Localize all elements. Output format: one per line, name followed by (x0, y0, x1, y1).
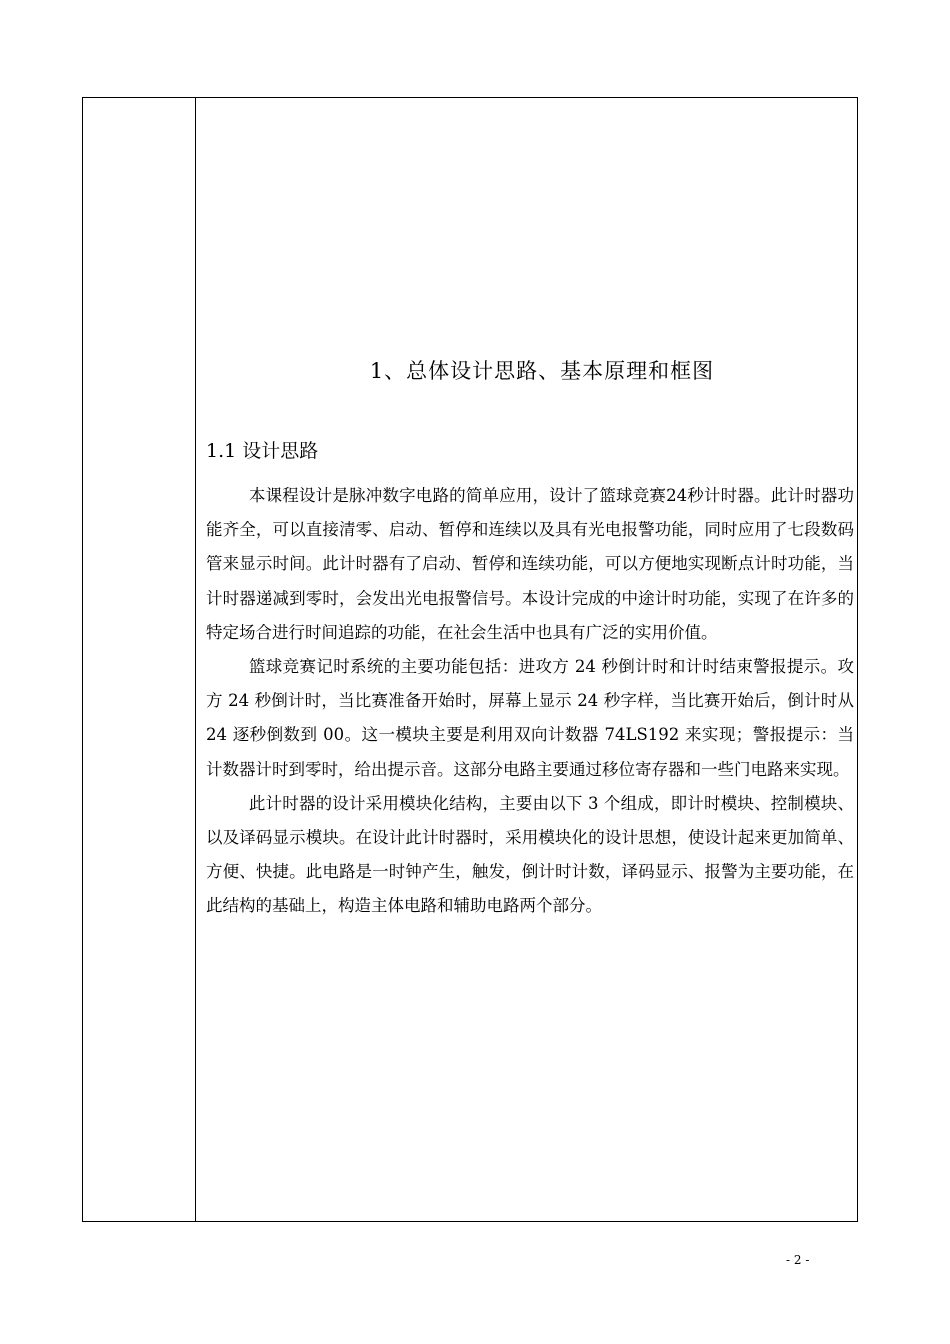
paragraph-1: 本课程设计是脉冲数字电路的简单应用，设计了篮球竞赛24秒计时器。此计时器功能齐全，可以直接清零、启动、暂停和连续以及具有光电报警功能，同时应用了七段数码管来显示时间。此计时器有了启动、暂停和连续功能，可以方便地实现断点计时功能，当计时器递减到零时，会发出光电报警信号。本设计完成的中途计时功能，实现了在许多的特定场合进行时间追踪的功能，在社会生活中也具有广泛的实用价值。 (206, 486, 854, 642)
body-text (206, 479, 854, 924)
left-label-column (83, 98, 196, 1221)
form-table (82, 97, 858, 1222)
page-number: - 2 - (786, 1253, 810, 1267)
content-cell (197, 98, 857, 1221)
subsection-title: 1.1 设计思路 (206, 440, 319, 462)
section-title: 1、总体设计思路、基本原理和框图 (369, 359, 715, 383)
paragraph-3: 此计时器的设计采用模块化结构，主要由以下 3 个组成，即计时模块、控制模块、以及译码显示模块。在设计此计时器时，采用模块化的设计思想，使设计起来更加简单、方便、快捷。此电路是一时钟产生，触发，倒计时计数，译码显示、报警为主要功能，在此结构的基础上，构造主体电路和辅助电路两个部分。 (206, 793, 854, 916)
paragraph-2: 篮球竞赛记时系统的主要功能包括：进攻方 24 秒倒计时和计时结束警报提示。攻方 24 秒倒计时，当比赛准备开始时，屏幕上显示 24 秒字样，当比赛开始后，倒计时从 24 逐秒倒数到 00。这一模块主要是利用双向计数器 74LS192 来实现；警报提示：当计数器计时到零时，给出提示音。这部分电路主要通过移位寄存器和一些门电路来实现。 (206, 657, 854, 779)
